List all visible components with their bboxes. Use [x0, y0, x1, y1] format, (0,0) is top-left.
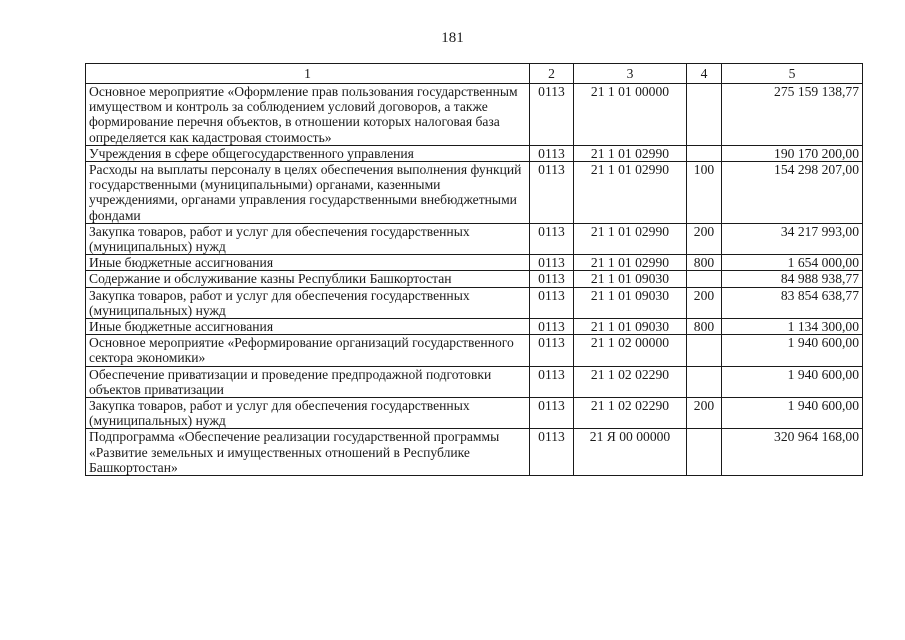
table-row	[86, 429, 863, 476]
cell-type: 100	[687, 162, 722, 224]
column-header-section: 2	[530, 64, 574, 84]
cell-section: 0113	[530, 287, 574, 318]
column-header-amount: 5	[722, 64, 863, 84]
cell-section: 0113	[530, 319, 574, 335]
cell-type: 200	[687, 398, 722, 429]
cell-amount: 1 134 300,00	[722, 319, 863, 335]
cell-amount: 1 940 600,00	[722, 366, 863, 397]
cell-target: 21 1 01 09030	[574, 319, 687, 335]
table-row	[86, 287, 863, 318]
cell-type	[687, 84, 722, 146]
table-row	[86, 398, 863, 429]
table-row	[86, 335, 863, 366]
cell-type: 800	[687, 255, 722, 271]
table-row	[86, 366, 863, 397]
cell-name: Основное мероприятие «Оформление прав пользования государственным имуществом и контроль за соблюдением условий договоров, а также формирование перечня объектов, в отношении которых налоговая база определяется как кадастровая стоимость»	[86, 84, 530, 146]
cell-target: 21 1 02 00000	[574, 335, 687, 366]
cell-amount: 1 654 000,00	[722, 255, 863, 271]
cell-target: 21 Я 00 00000	[574, 429, 687, 476]
cell-type	[687, 366, 722, 397]
cell-target: 21 1 02 02290	[574, 398, 687, 429]
cell-section: 0113	[530, 145, 574, 161]
cell-amount: 275 159 138,77	[722, 84, 863, 146]
cell-name: Закупка товаров, работ и услуг для обеспечения государственных (муниципальных) нужд	[86, 287, 530, 318]
table-row	[86, 319, 863, 335]
page-number: 181	[441, 30, 464, 46]
cell-name: Расходы на выплаты персоналу в целях обеспечения выполнения функций государственными (муниципальными) органами, казенными учреждениями, органами управления государственными внебюджетными фондами	[86, 162, 530, 224]
cell-section: 0113	[530, 398, 574, 429]
cell-target: 21 1 01 00000	[574, 84, 687, 146]
cell-type: 200	[687, 287, 722, 318]
cell-target: 21 1 01 02990	[574, 223, 687, 254]
cell-amount: 320 964 168,00	[722, 429, 863, 476]
cell-target: 21 1 01 09030	[574, 287, 687, 318]
budget-table	[85, 63, 863, 476]
cell-section: 0113	[530, 84, 574, 146]
table-row	[86, 84, 863, 146]
cell-amount: 84 988 938,77	[722, 271, 863, 287]
cell-name: Обеспечение приватизации и проведение предпродажной подготовки объектов приватизации	[86, 366, 530, 397]
cell-amount: 1 940 600,00	[722, 398, 863, 429]
cell-type: 200	[687, 223, 722, 254]
table-row	[86, 145, 863, 161]
cell-type	[687, 271, 722, 287]
column-header-target: 3	[574, 64, 687, 84]
cell-amount: 34 217 993,00	[722, 223, 863, 254]
cell-type	[687, 429, 722, 476]
cell-section: 0113	[530, 366, 574, 397]
cell-type: 800	[687, 319, 722, 335]
cell-amount: 190 170 200,00	[722, 145, 863, 161]
cell-name: Закупка товаров, работ и услуг для обеспечения государственных (муниципальных) нужд	[86, 223, 530, 254]
cell-target: 21 1 01 09030	[574, 271, 687, 287]
cell-target: 21 1 01 02990	[574, 162, 687, 224]
cell-type	[687, 145, 722, 161]
cell-target: 21 1 01 02990	[574, 255, 687, 271]
cell-name: Содержание и обслуживание казны Республики Башкортостан	[86, 271, 530, 287]
column-header-type: 4	[687, 64, 722, 84]
cell-section: 0113	[530, 162, 574, 224]
table-header-row	[86, 64, 863, 84]
cell-amount: 154 298 207,00	[722, 162, 863, 224]
cell-section: 0113	[530, 223, 574, 254]
table-row	[86, 271, 863, 287]
column-header-name: 1	[86, 64, 530, 84]
cell-section: 0113	[530, 271, 574, 287]
table-row	[86, 255, 863, 271]
table-row	[86, 223, 863, 254]
cell-amount: 1 940 600,00	[722, 335, 863, 366]
cell-name: Подпрограмма «Обеспечение реализации государственной программы «Развитие земельных и имущественных отношений в Республике Башкортостан»	[86, 429, 530, 476]
cell-amount: 83 854 638,77	[722, 287, 863, 318]
cell-section: 0113	[530, 429, 574, 476]
cell-name: Иные бюджетные ассигнования	[86, 255, 530, 271]
cell-section: 0113	[530, 335, 574, 366]
cell-type	[687, 335, 722, 366]
cell-section: 0113	[530, 255, 574, 271]
cell-name: Закупка товаров, работ и услуг для обеспечения государственных (муниципальных) нужд	[86, 398, 530, 429]
cell-name: Иные бюджетные ассигнования	[86, 319, 530, 335]
cell-target: 21 1 01 02990	[574, 145, 687, 161]
cell-name: Учреждения в сфере общегосударственного управления	[86, 145, 530, 161]
table-row	[86, 162, 863, 224]
cell-target: 21 1 02 02290	[574, 366, 687, 397]
cell-name: Основное мероприятие «Реформирование организаций государственного сектора экономики»	[86, 335, 530, 366]
